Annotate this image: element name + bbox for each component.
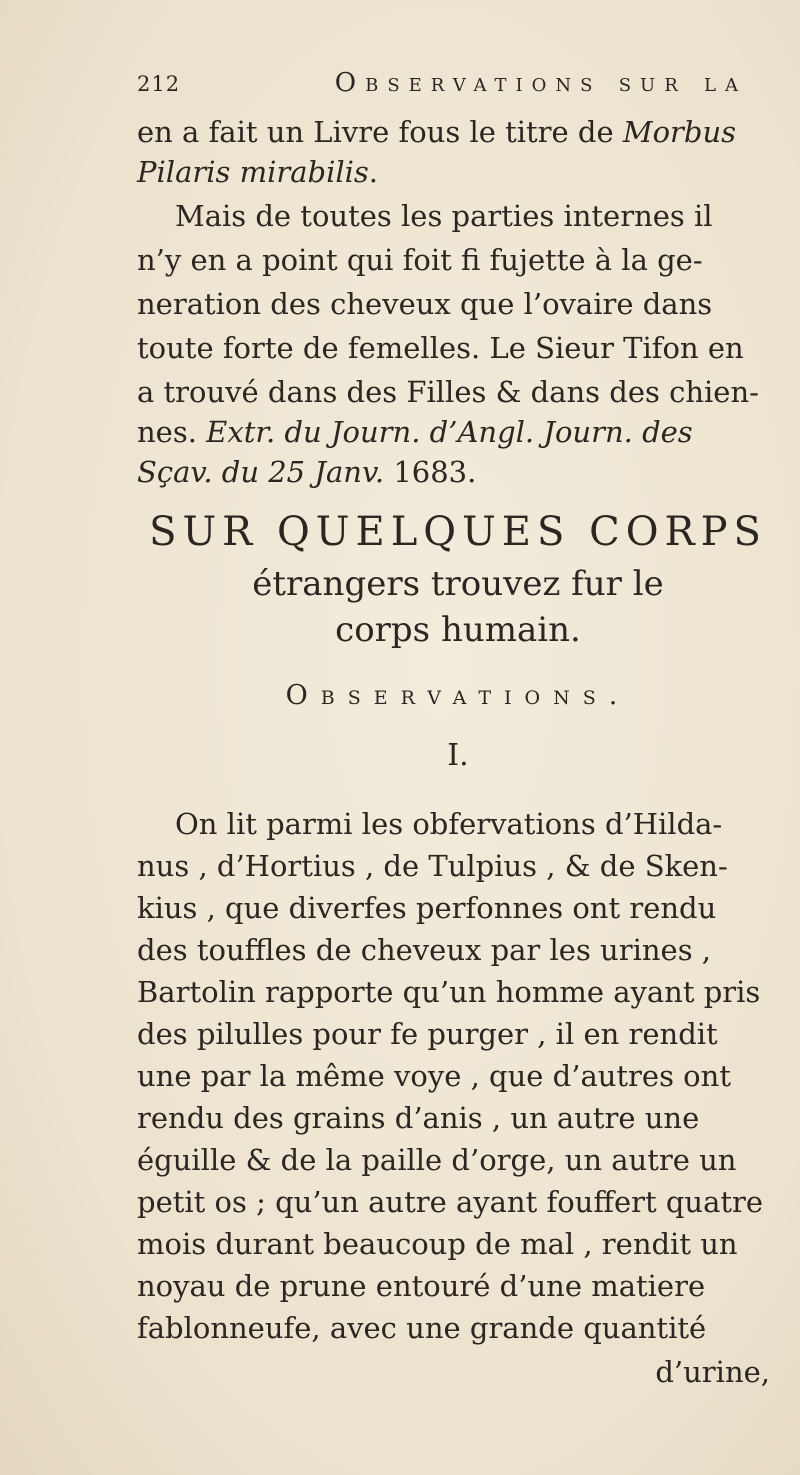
- text-line: éguille & de la paille d’orge, un autre un: [137, 1143, 737, 1177]
- observation-number: I.: [447, 738, 469, 773]
- text-line: petit os ; qu’un autre ayant fouffert quatre: [137, 1185, 764, 1219]
- section-title: SUR QUELQUES CORPS: [149, 509, 767, 555]
- text-line: Bartolin rapporte qu’un homme ayant pris: [137, 975, 761, 1009]
- text-line: Mais de toutes les parties internes il: [175, 199, 713, 233]
- text-line: rendu des grains d’anis , un autre une: [137, 1101, 700, 1135]
- text-line: Pilaris mirabilis.: [137, 155, 379, 189]
- text-line: des touffles de cheveux par les urines ,: [137, 933, 712, 967]
- text-line: a trouvé dans des Filles & dans des chien-: [137, 375, 759, 409]
- text-line: une par la même voye , que d’autres ont: [137, 1059, 731, 1093]
- text-line: Sçav. du 25 Janv. 1683.: [137, 455, 477, 489]
- text-line: mois durant beaucoup de mal , rendit un: [137, 1227, 738, 1261]
- running-head: [137, 68, 747, 98]
- section-subtitle: étrangers trouvez fur le: [252, 564, 664, 604]
- text-line: kius , que diverfes perfonnes ont rendu: [137, 891, 717, 925]
- text-line: toute forte de femelles. Le Sieur Tifon en: [137, 331, 744, 365]
- text-line: en a fait un Livre fous le titre de Morbus: [137, 115, 737, 149]
- text-line: fablonneufe, avec une grande quantité: [137, 1311, 707, 1345]
- text-line: nus , d’Hortius , de Tulpius , & de Sken-: [137, 849, 728, 883]
- observations-heading: Observations.: [285, 680, 631, 711]
- text-line: On lit parmi les obfervations d’Hilda-: [175, 807, 723, 841]
- text-line: neration des cheveux que l’ovaire dans: [137, 287, 713, 321]
- text-line: noyau de prune entouré d’une matiere: [137, 1269, 706, 1303]
- text-line: des pilulles pour fe purger , il en rendit: [137, 1017, 718, 1051]
- text-line: nes. Extr. du Journ. d’Angl. Journ. des: [137, 415, 693, 449]
- page-number: 212: [137, 72, 181, 96]
- catchword: d’urine,: [655, 1355, 770, 1389]
- text-line: n’y en a point qui foit fi fujette à la ge-: [137, 243, 703, 277]
- running-title: Observations sur la: [334, 68, 747, 98]
- section-subtitle: corps humain.: [335, 610, 581, 650]
